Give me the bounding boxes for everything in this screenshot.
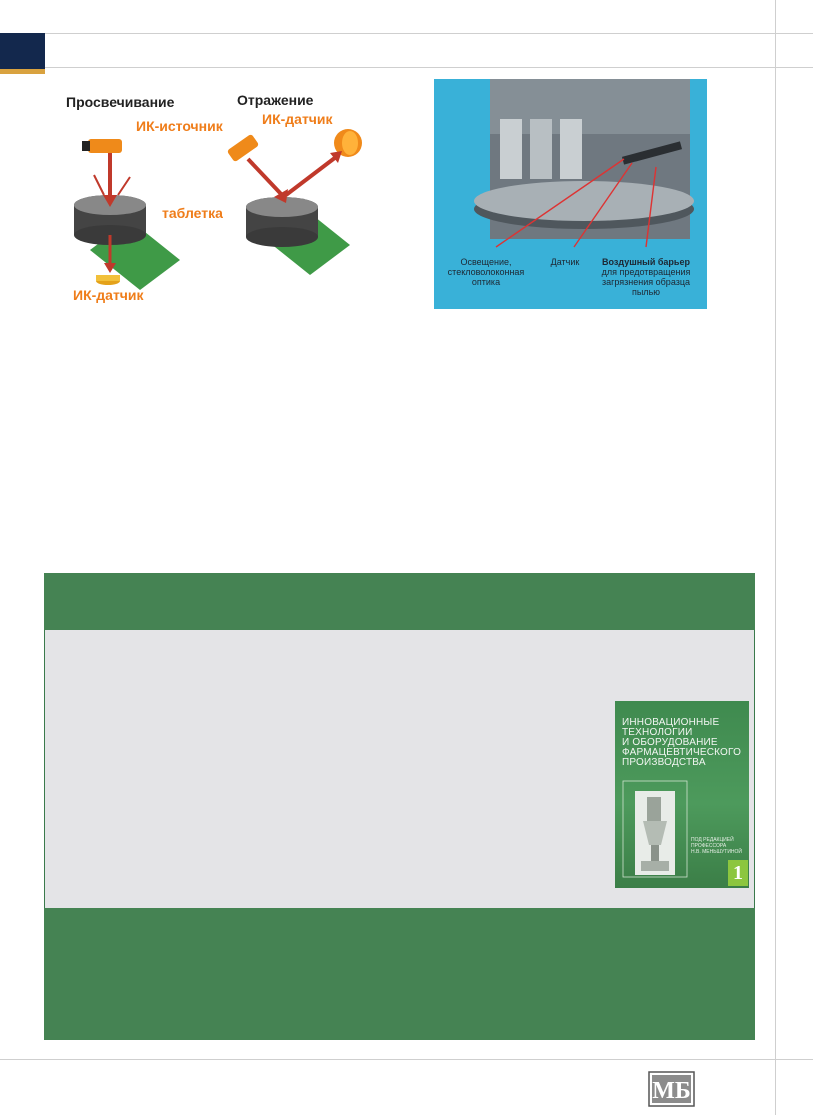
book-title-line-3: И ОБОРУДОВАНИЕ	[622, 737, 718, 748]
label-ir-sensor-bottom: ИК-датчик	[73, 287, 144, 303]
caption-lighting-line-1: Освещение,	[460, 257, 512, 267]
publisher-logo-graphic	[648, 1071, 695, 1107]
book-title-line-2: ТЕХНОЛОГИИ	[622, 727, 693, 738]
caption-barrier-title: Воздушный барьер	[602, 257, 690, 267]
caption-lighting	[438, 257, 534, 287]
book-equipment-illustration	[621, 779, 689, 879]
caption-barrier-line-1: для предотвращения	[601, 267, 691, 277]
header-bottom-rule	[45, 67, 813, 68]
label-ir-sensor-top: ИК-датчик	[262, 111, 333, 127]
info-block-footer	[44, 908, 755, 1040]
chapter-badge-accent	[0, 69, 45, 74]
book-title-line-4: ФАРМАЦЕВТИЧЕСКОГО	[622, 747, 742, 758]
footer-rule	[0, 1059, 813, 1060]
caption-barrier-line-3: пылью	[631, 287, 661, 297]
ir-diagram-graphic	[60, 85, 400, 315]
book-editor-line-3: Н.В. МЕНЬШУТИНОЙ	[691, 849, 743, 855]
publisher-logo	[648, 1071, 695, 1107]
book-title	[622, 718, 746, 768]
book-volume-number: 1	[728, 860, 748, 886]
caption-barrier	[590, 257, 702, 297]
tablet-press-photo	[434, 79, 707, 309]
label-tablet: таблетка	[162, 205, 223, 221]
book-cover[interactable]	[615, 701, 749, 888]
book-editor	[691, 837, 747, 855]
caption-sensor: Датчик	[550, 257, 580, 267]
right-margin-rule	[775, 0, 776, 1115]
label-ir-source: ИК-источник	[136, 118, 223, 134]
chapter-badge	[0, 33, 45, 73]
caption-lighting-line-3: оптика	[471, 277, 501, 287]
book-title-line-1: ИННОВАЦИОННЫЕ	[622, 717, 720, 728]
book-editor-line-1: ПОД РЕДАКЦИЕЙ	[691, 837, 734, 843]
publisher-logo-text: МБ	[652, 1078, 691, 1104]
info-block-header	[44, 573, 755, 630]
label-transmission: Просвечивание	[66, 94, 175, 110]
label-reflection: Отражение	[237, 92, 314, 108]
caption-lighting-line-2: стекловолоконная	[447, 267, 525, 277]
book-editor-line-2: ПРОФЕССОРА	[691, 843, 727, 849]
book-title-line-5: ПРОИЗВОДСТВА	[622, 757, 706, 768]
header-top-rule	[0, 33, 813, 34]
ir-diagram	[60, 85, 400, 315]
caption-barrier-line-2: загрязнения образца	[601, 277, 691, 287]
